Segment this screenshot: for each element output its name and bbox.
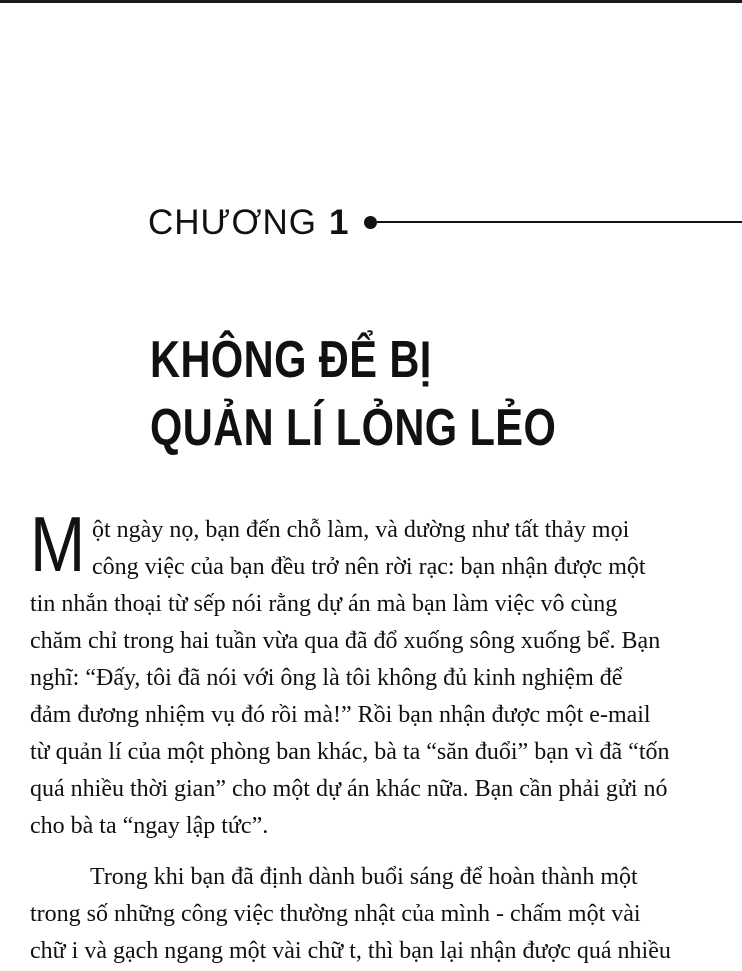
paragraph-line: từ quản lí của một phòng ban khác, bà ta “săn đuổi” bạn vì đã “tốn [30,739,670,765]
chapter-divider-line [377,221,742,223]
paragraph-line: chăm chỉ trong hai tuần vừa qua đã đổ xuống sông xuống bể. Bạn [30,628,661,654]
chapter-title [150,326,598,462]
paragraph-line: quá nhiều thời gian” cho một dự án khác nữa. Bạn cần phải gửi nó [30,776,668,802]
chapter-title-line-2: QUẢN LÍ LỎNG LẺO [150,399,557,457]
drop-cap-letter: M [30,500,86,588]
chapter-number: 1 [328,202,349,242]
chapter-heading [148,196,742,248]
top-border-rule [0,0,742,3]
paragraph-line: Trong khi bạn đã định dành buổi sáng để hoàn thành một [90,864,638,890]
paragraph-line: nghĩ: “Đấy, tôi đã nói với ông là tôi không đủ kinh nghiệm để [30,665,623,691]
chapter-label: CHƯƠNG [148,202,317,242]
paragraph-line: công việc của bạn đều trở nên rời rạc: bạn nhận được một [92,554,646,580]
paragraph-line: tin nhắn thoại từ sếp nói rằng dự án mà bạn làm việc vô cùng [30,591,618,617]
chapter-title-line-1: KHÔNG ĐỂ BỊ [150,331,432,389]
paragraph-line: cho bà ta “ngay lập tức”. [30,813,269,839]
bullet-dot-icon [364,216,377,229]
paragraph-line: trong số những công việc thường nhật của mình - chấm một vài [30,901,641,927]
paragraph-line: đảm đương nhiệm vụ đó rồi mà!” Rồi bạn nhận được một e-mail [30,702,651,728]
paragraph-line: chữ i và gạch ngang một vài chữ t, thì bạn lại nhận được quá nhiều [30,938,671,964]
paragraph-line: ột ngày nọ, bạn đến chỗ làm, và dường như tất thảy mọi [92,517,630,543]
